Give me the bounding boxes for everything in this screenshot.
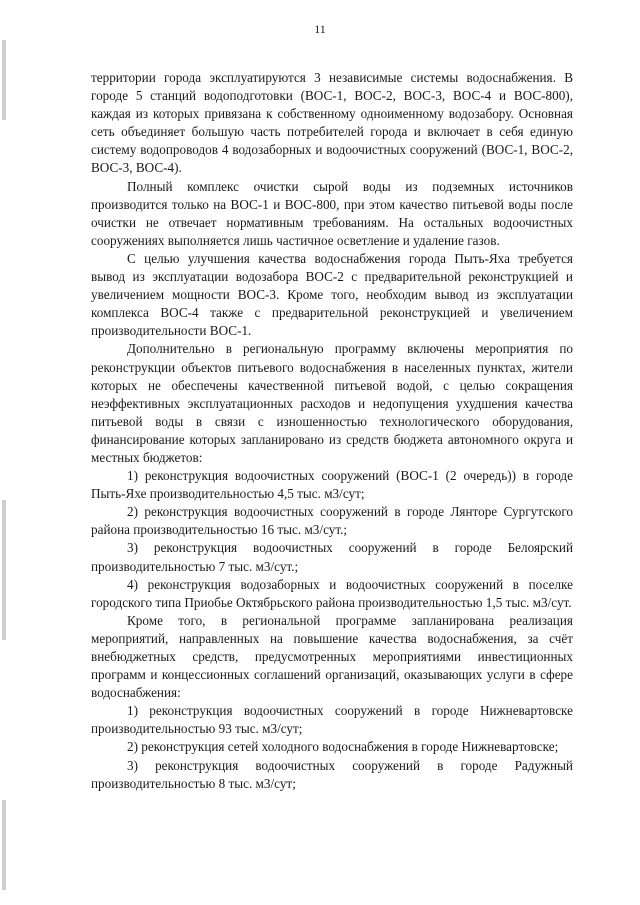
paragraph-regional-program: Дополнительно в региональную программу включены мероприятия по реконструкции объектов питьевого водоснабжения в населенных пунктах, жители которых не обеспечены качественной питьевой водой, с целью сокращения неэффективных эксплуатационных расходов и недопущения ухудшения качества питьевой воды в связи с изношенностью технологического оборудования, финансирование которых запланировано из средств бюджета автономного округа и местных бюджетов: — [91, 341, 573, 465]
scan-edge-shadow — [2, 800, 6, 890]
list-item: 4) реконструкция водозаборных и водоочистных сооружений в поселке городского типа Приобье Октябрьского района производительностью 1,5 тыс. м3/сут. — [91, 576, 573, 610]
list-item: 3) реконструкция водоочистных сооружений в городе Радужный производительностью 8 тыс. м3/сут; — [91, 757, 573, 791]
body-text — [91, 69, 573, 793]
paragraph-extrabudgetary: Кроме того, в региональной программе запланирована реализация мероприятий, направленных на повышение качества водоснабжения, за счёт внебюджетных средств, предусмотренных мероприятиями инвестиционных программ и концессионных соглашений организаций, оказывающих услуги в сфере водоснабжения: — [91, 612, 573, 701]
paragraph-water-systems: территории города эксплуатируются 3 независимые системы водоснабжения. В городе 5 станций водоподготовки (ВОС-1, ВОС-2, ВОС-3, ВОС-4 и ВОС-800), каждая из которых привязана к собственному одноименному водозабору. Основная сеть объединяет большую часть потребителей города и включает в себя единую систему водопроводов 4 водозаборных и водоочистных сооружений (ВОС-1, ВОС-2, ВОС-3, ВОС-4). — [91, 70, 573, 176]
list-item: 2) реконструкция сетей холодного водоснабжения в городе Нижневартовске; — [127, 739, 559, 755]
list-item: 2) реконструкция водоочистных сооружений в городе Лянторе Сургутского района производительностью 16 тыс. м3/сут.; — [91, 504, 573, 538]
page-number: 11 — [314, 22, 326, 36]
scan-edge-shadow — [2, 40, 6, 120]
paragraph-treatment-complex: Полный комплекс очистки сырой воды из подземных источников производится только на ВОС-1 и ВОС-800, при этом качество питьевой воды после очистки не отвечает нормативным требованиям. На остальных водоочистных сооружениях выполняется лишь частичное осветление и удаление газов. — [91, 178, 573, 248]
list-item: 3) реконструкция водоочистных сооружений в городе Белоярский производительностью 7 тыс. м3/сут.; — [91, 540, 573, 574]
scan-edge-shadow — [2, 500, 6, 640]
paragraph-improvement-goal: С целью улучшения качества водоснабжения города Пыть-Яха требуется вывод из эксплуатации водозабора ВОС-2 с предварительной реконструкцией и увеличением мощности ВОС-3. Кроме того, необходим вывод из эксплуатации комплекса ВОС-4 также с предварительной реконструкцией и увеличением производительности ВОС-1. — [91, 250, 573, 339]
list-item: 1) реконструкция водоочистных сооружений (ВОС-1 (2 очередь)) в городе Пыть-Яхе производительностью 4,5 тыс. м3/сут; — [91, 468, 573, 502]
list-item: 1) реконструкция водоочистных сооружений в городе Нижневартовске производительностью 93 тыс. м3/сут; — [91, 703, 573, 737]
